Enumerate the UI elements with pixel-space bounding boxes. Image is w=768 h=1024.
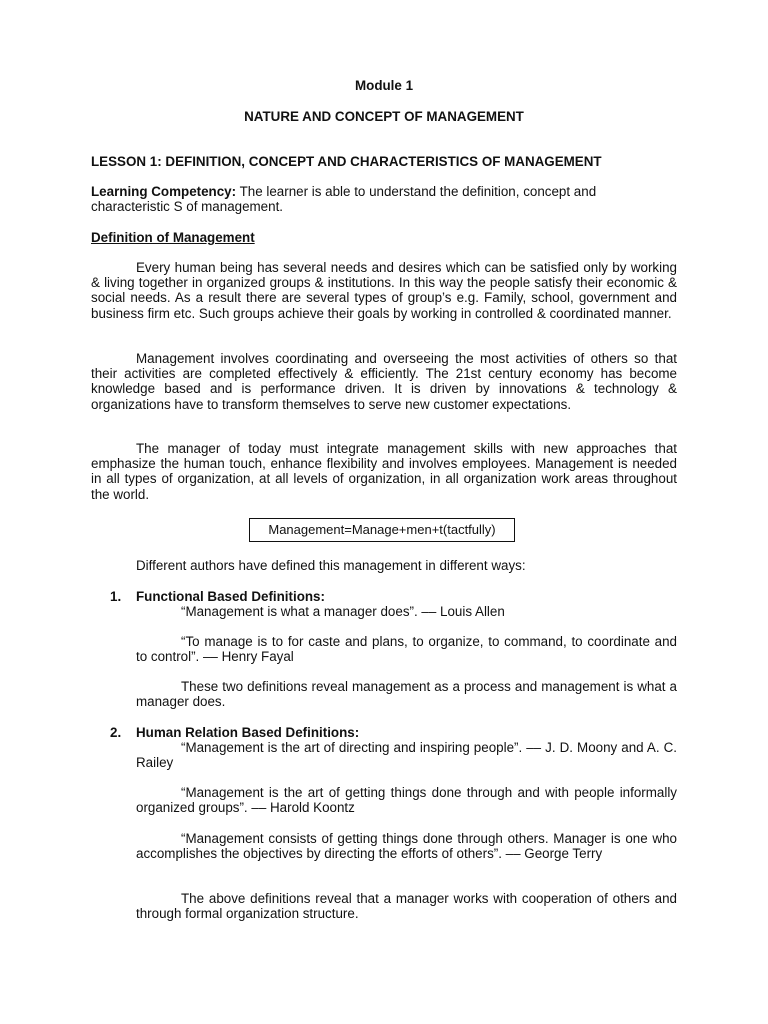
list-number-1: 1. bbox=[110, 589, 122, 604]
paragraph-3: The manager of today must integrate management skills with new approaches that emphasize the human touch, enhance flexibility and involves employees. Management is needed in all types of organization, at all levels of organization, in all organization work areas throughout the world. bbox=[91, 441, 677, 502]
paragraph-1: Every human being has several needs and desires which can be satisfied only by working & living together in organized groups & institutions. In this way the people satisfy their economic & social needs. As a result there are several types of group’s e.g. Family, school, government and business firm etc. Such groups achieve their goals by working in controlled & coordinated manner. bbox=[91, 260, 677, 321]
page-title: NATURE AND CONCEPT OF MANAGEMENT bbox=[244, 109, 524, 124]
section-title-functional: Functional Based Definitions: bbox=[136, 589, 325, 604]
competency-text: The learner is able to understand the definition, concept and bbox=[236, 184, 597, 199]
formula-box: Management=Manage+men+t(tactfully) bbox=[249, 518, 515, 542]
quote-moony-railey: “Management is the art of directing and inspiring people”. –– J. D. Moony and A. C. Railey bbox=[136, 740, 677, 771]
list-number-2: 2. bbox=[110, 725, 122, 740]
learning-competency bbox=[91, 184, 681, 214]
quote-louis-allen: “Management is what a manager does”. –– Louis Allen bbox=[181, 604, 505, 619]
quote-harold-koontz: “Management is the art of getting things done through and with people informally organized groups”. –– Harold Koontz bbox=[136, 785, 677, 816]
quote-henry-fayal: “To manage is to for caste and plans, to organize, to command, to coordinate and to control”. –– Henry Fayal bbox=[136, 634, 677, 665]
authors-intro: Different authors have defined this management in different ways: bbox=[136, 558, 526, 573]
functional-summary: These two definitions reveal management as a process and management is what a manager does. bbox=[136, 679, 677, 710]
competency-label: Learning Competency: bbox=[91, 184, 237, 199]
lesson-heading: LESSON 1: DEFINITION, CONCEPT AND CHARACTERISTICS OF MANAGEMENT bbox=[91, 154, 602, 169]
paragraph-2: Management involves coordinating and overseeing the most activities of others so that their activities are completed effectively & efficiently. The 21st century economy has become knowledge based and is performance driven. It is driven by innovations & technology & organizations have to transform themselves to serve new customer expectations. bbox=[91, 351, 677, 412]
quote-george-terry: “Management consists of getting things done through others. Manager is one who accomplishes the objectives by directing the efforts of others”. –– George Terry bbox=[136, 831, 677, 862]
section-heading-definition: Definition of Management bbox=[91, 230, 255, 245]
section-title-human-relation: Human Relation Based Definitions: bbox=[136, 725, 360, 740]
competency-text-line2: characteristic S of management. bbox=[91, 199, 284, 215]
human-relation-summary: The above definitions reveal that a manager works with cooperation of others and through formal organization structure. bbox=[136, 891, 677, 922]
module-heading: Module 1 bbox=[354, 78, 414, 93]
